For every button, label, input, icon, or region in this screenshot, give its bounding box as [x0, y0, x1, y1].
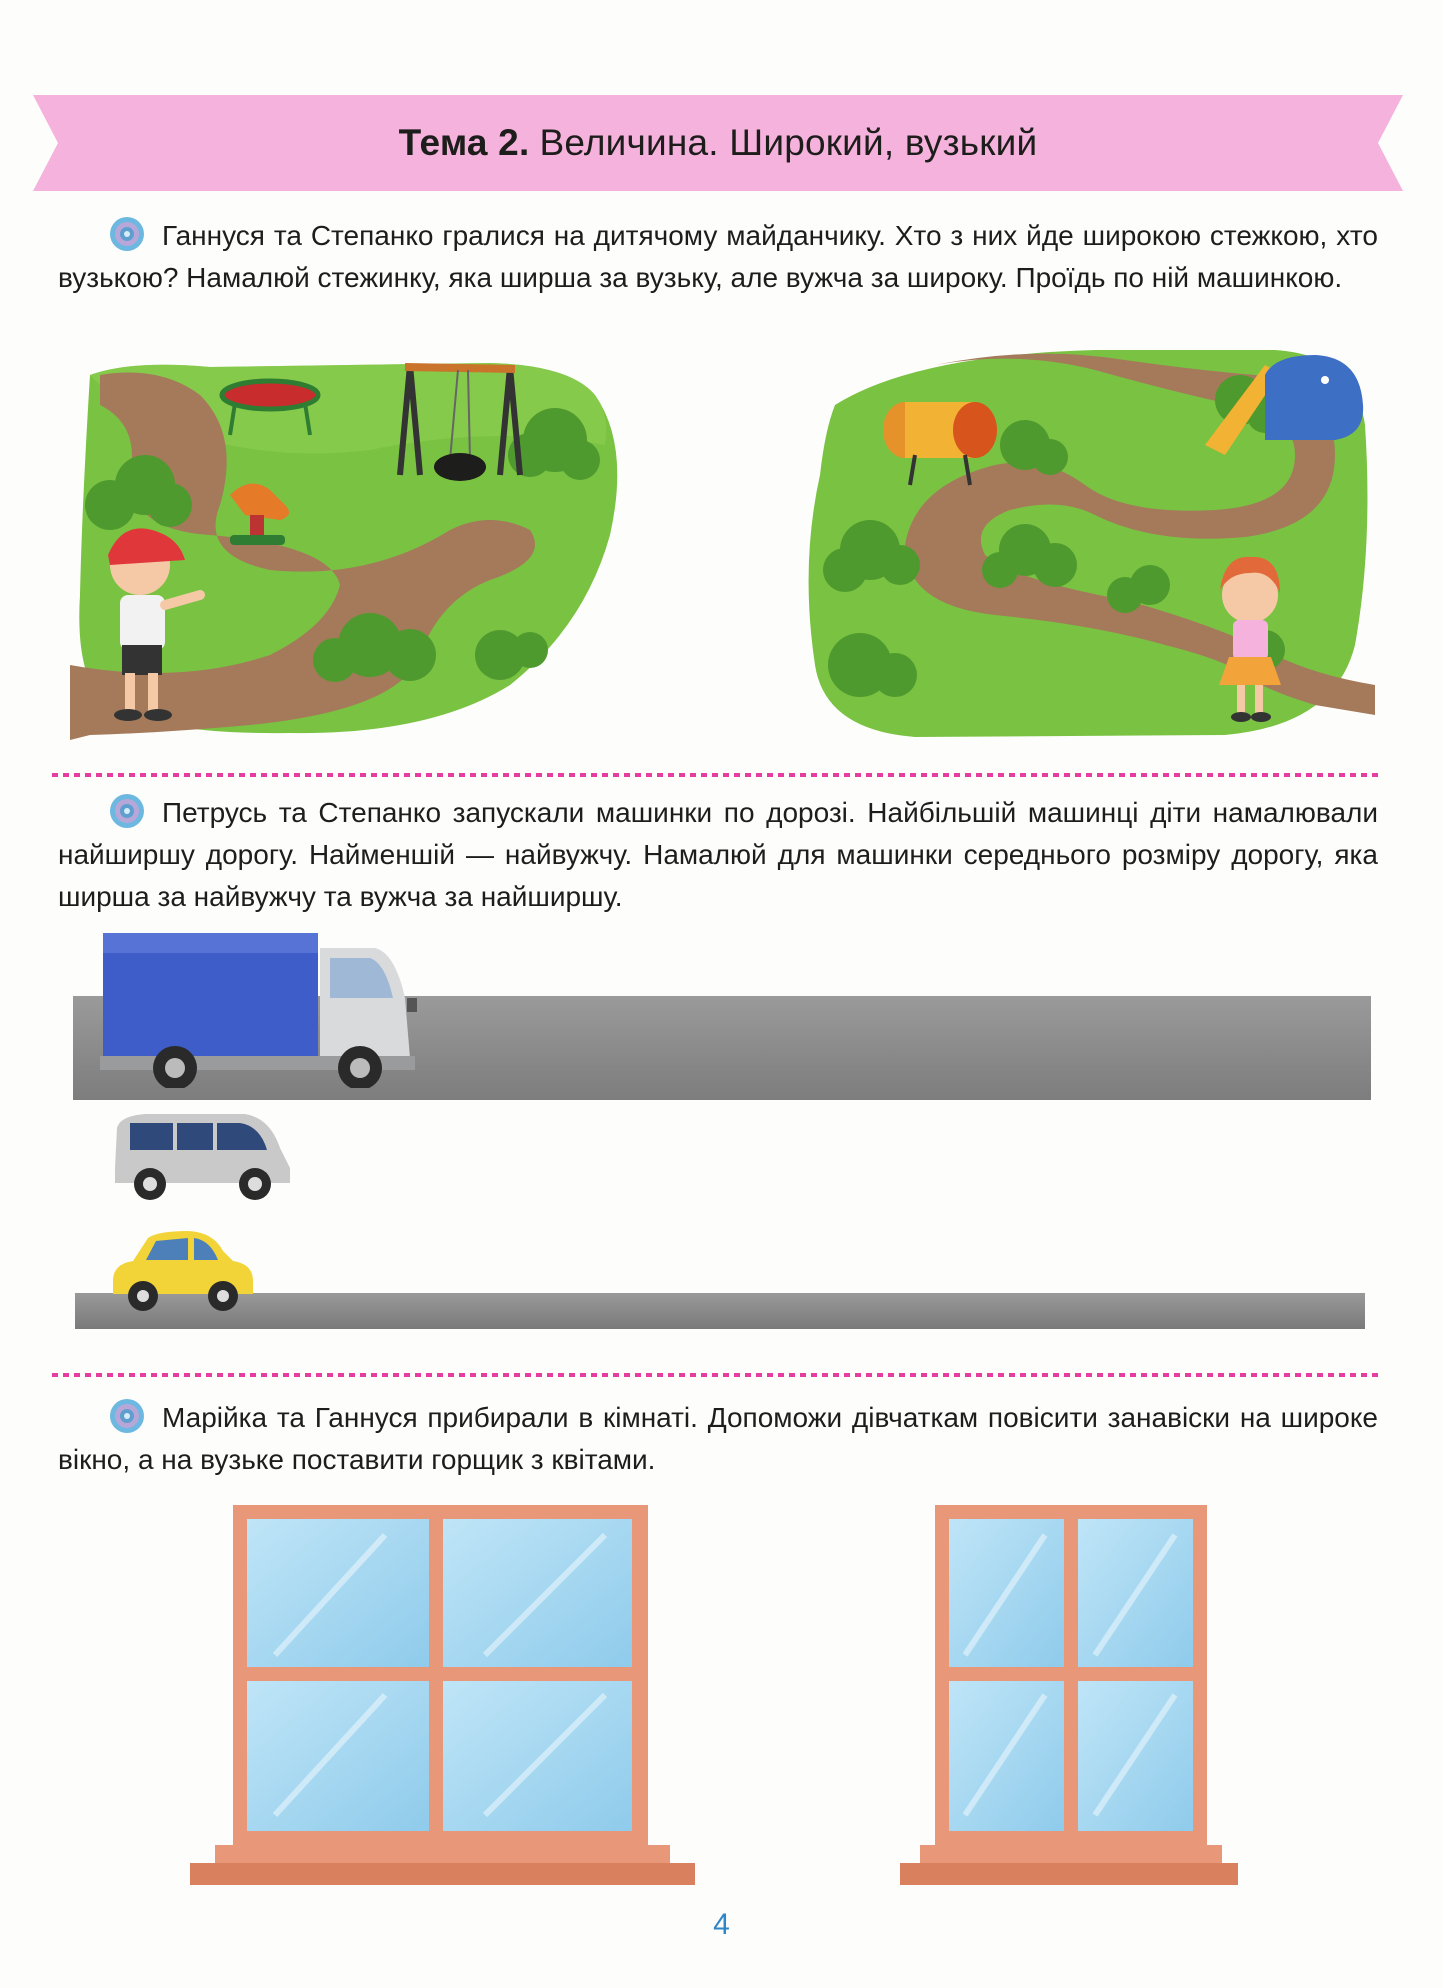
task-bullet-icon — [108, 215, 146, 253]
task-1-text: Ганнуся та Степанко гралися на дитячому майданчику. Хто з них йде широкою стежкою, хто вузькою? Намалюй стежинку, яка ширша за вузьку, але вужча за широку. Проїдь по ній машинкою. — [58, 220, 1378, 293]
task-bullet-icon — [108, 1397, 146, 1435]
task-bullet-icon — [108, 792, 146, 830]
task-3-text-block — [58, 1397, 1378, 1481]
truck-icon — [95, 928, 425, 1088]
task-2-text-block — [58, 792, 1378, 918]
small-car-icon — [108, 1226, 258, 1316]
task-2-text: Петрусь та Степанко запускали машинки по дорозі. Найбільшій машинці діти намалювали найширшу дорогу. Найменшій — найвужчу. Намалюй для машинки середнього розміру дорогу, яка ширша за найвужчу та вужча за найширшу. — [58, 797, 1378, 912]
narrow-window — [900, 1505, 1240, 1890]
wide-window — [185, 1505, 700, 1890]
task-3-text: Марійка та Ганнуся прибирали в кімнаті. Допоможи дівчаткам повісити занавіски на широке вікно, а на вузьке поставити горщик з квітами. — [58, 1402, 1378, 1475]
minivan-icon — [105, 1108, 295, 1204]
narrow-road — [75, 1293, 1365, 1329]
section-divider — [52, 770, 1382, 780]
task-1-text-block — [58, 215, 1378, 299]
playground-scene-1 — [70, 355, 645, 740]
title-topic-name: Величина. Широкий, вузький — [539, 122, 1038, 163]
playground-scene-2 — [795, 345, 1375, 740]
section-divider — [52, 1370, 1382, 1380]
page-title — [33, 95, 1403, 191]
title-ribbon — [33, 95, 1403, 191]
page-number: 4 — [713, 1908, 730, 1941]
title-topic-number: Тема 2. — [398, 122, 530, 163]
